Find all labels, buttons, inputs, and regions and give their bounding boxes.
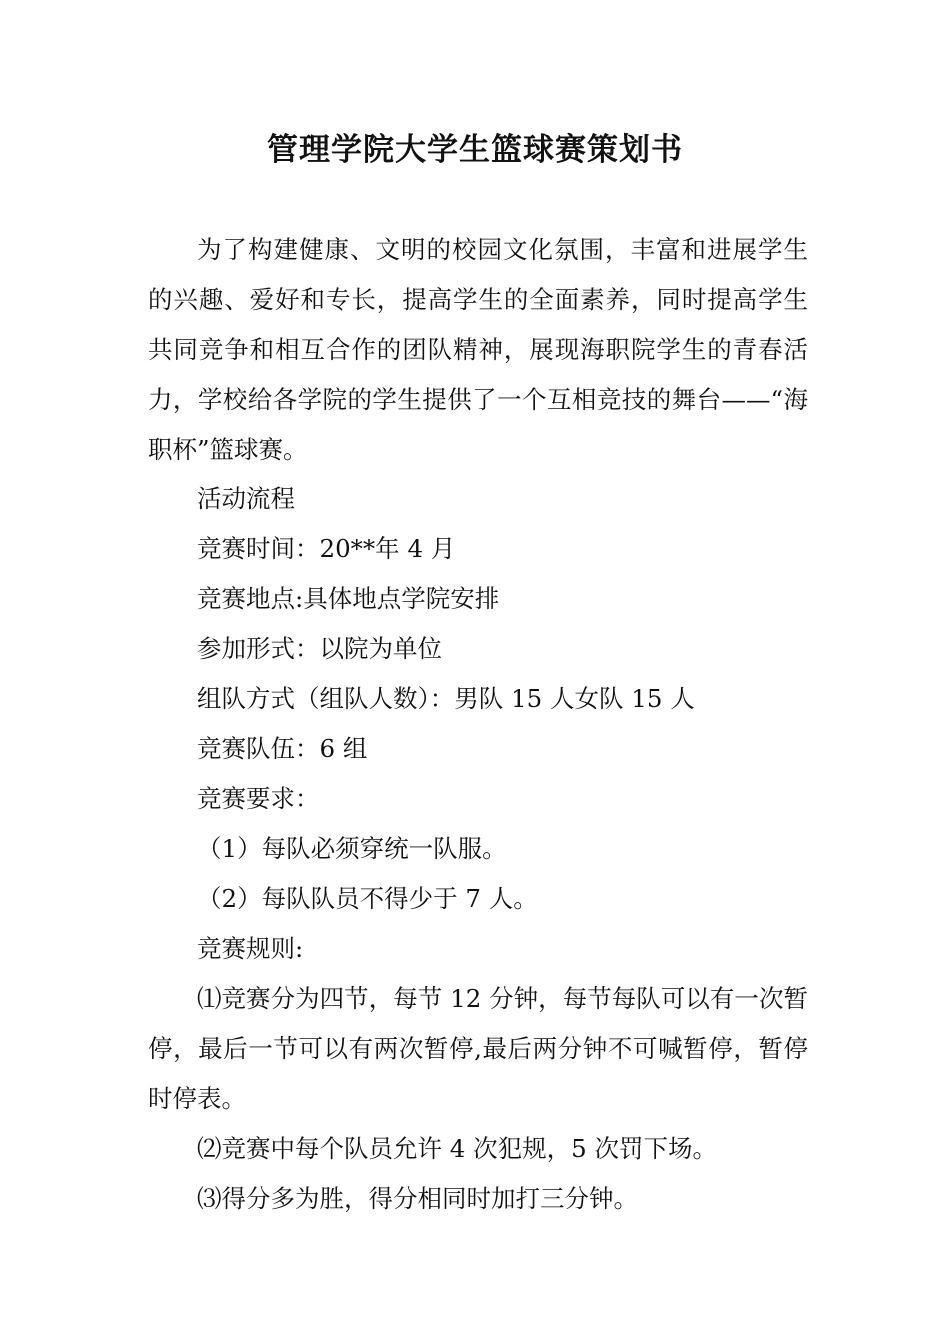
section-activity-flow: 活动流程: [197, 484, 295, 513]
requirements-heading: 竞赛要求：: [197, 784, 320, 813]
rule-item: ⑴竞赛分为四节，每节 12 分钟，每节每队可以有一次暂停，最后一节可以有两次暂停,最后两分钟不可喊暂停，暂停时停表。: [148, 984, 808, 1113]
rule-item: ⑶得分多为胜，得分相同时加打三分钟。: [197, 1184, 638, 1213]
participation-form: 参加形式：以院为单位: [197, 634, 442, 663]
requirement-item: （1）每队必须穿统一队服。: [197, 834, 507, 863]
rules-heading: 竞赛规则:: [197, 934, 304, 963]
team-count: 竞赛队伍：6 组: [197, 734, 368, 763]
intro-paragraph: 为了构建健康、文明的校园文化氛围，丰富和进展学生的兴趣、爱好和专长，提高学生的全面素养，同时提高学生共同竞争和相互合作的团队精神，展现海职院学生的青春活力，学校给各学院的学生提供了一个互相竞技的舞台——“海职杯”篮球赛。: [148, 235, 808, 464]
document-title: 管理学院大学生篮球赛策划书: [267, 132, 683, 168]
requirement-item: （2）每队队员不得少于 7 人。: [197, 884, 538, 913]
rule-item: ⑵竞赛中每个队员允许 4 次犯规，5 次罚下场。: [197, 1134, 718, 1163]
competition-place: 竞赛地点:具体地点学院安排: [197, 584, 500, 613]
team-formation: 组队方式（组队人数）：男队 15 人女队 15 人: [197, 684, 695, 713]
competition-time: 竞赛时间：20**年 4 月: [197, 534, 456, 563]
